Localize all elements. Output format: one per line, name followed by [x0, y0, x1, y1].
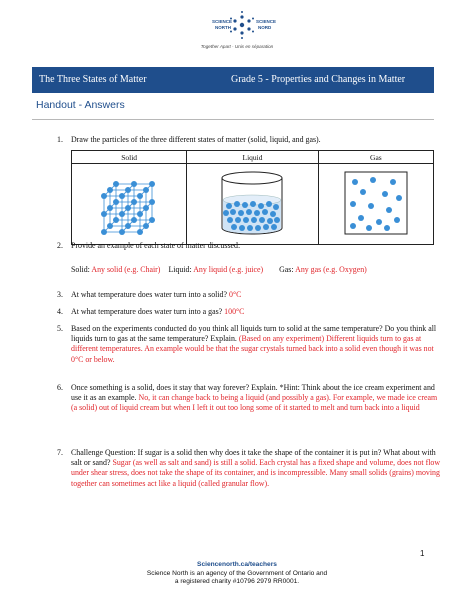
liquid-beaker-image: [212, 168, 292, 238]
question-number: 3.: [57, 290, 63, 299]
gas-drawing: [318, 164, 433, 245]
liquid-label: Liquid:: [168, 265, 192, 274]
answer-text: Sugar (as well as salt and sand) is still a solid. Each crystal has a fixed shape and volume, does not flow under shear stress, does not take the shape of its container, and is incompressible. Many small solids (grains) moving together can sometimes act like a liquid (called granular flow).: [71, 458, 441, 488]
states-table: [71, 150, 434, 245]
question-2-answers: [71, 265, 451, 275]
header-gas: Gas: [318, 151, 433, 164]
solid-drawing: [72, 164, 187, 245]
question-number: 7.: [57, 448, 63, 457]
question-text: At what temperature does water turn into a gas?: [71, 307, 223, 316]
solid-answer: Any solid (e.g. Chair): [91, 265, 161, 274]
question-text: Based on the experiments conducted do you think all liquids turn to solid at the same temperature? Do you think all liquids turn to gas at the same temperature? Explain.: [71, 324, 437, 344]
footer-line-2: a registered charity #10796 2979 RR0001.: [174, 578, 300, 586]
footer: [0, 561, 474, 587]
gas-box-image: [341, 168, 411, 238]
logo-tagline: Together Apart · Unis en séparation: [200, 44, 274, 49]
question-number: 1.: [57, 135, 63, 144]
question-number: 2.: [57, 241, 63, 250]
footer-line-1: Science North is an agency of the Government of Ontario and: [146, 569, 328, 577]
answer-text: 100°C: [224, 307, 245, 316]
hint-text: *Hint: Think about the ice cream experiment and use it as an example.: [71, 383, 435, 403]
snowflake-icon: [197, 8, 287, 44]
question-number: 5.: [57, 324, 63, 333]
liquid-drawing: [187, 164, 318, 245]
solid-lattice-image: [94, 168, 164, 238]
question-text: Provide an example of each state of matter discussed:: [71, 241, 241, 250]
answer-text: 0°C: [229, 290, 242, 299]
answer-text: No, it can change back to being a liquid (and possibly a gas). For example, we made ice cream (a solid) out of liquid cream but when I left it out too long some of it started to melt and turn back into a liquid: [71, 393, 438, 413]
question-text: Once something is a solid, does it stay that way forever? Explain.: [71, 383, 278, 392]
answer-text: (Based on any experiment) Different liquids turn to gas at different temperatures. An example would be that the sugar crystals turned back into a solid even though it was not 0°C or below.: [71, 334, 434, 364]
title-banner: [32, 67, 434, 93]
svg-text:NORTH: NORTH: [215, 25, 231, 30]
question-number: 4.: [57, 307, 63, 316]
handout-title: Handout - Answers: [36, 99, 125, 111]
svg-text:SCIENCE: SCIENCE: [256, 19, 277, 24]
footer-link[interactable]: Sciencenorth.ca/teachers: [197, 561, 277, 568]
header-solid: Solid: [72, 151, 187, 164]
page-number: 1: [420, 549, 425, 558]
svg-text:SCIENCE: SCIENCE: [212, 19, 233, 24]
question-number: 6.: [57, 383, 63, 392]
banner-title: The Three States of Matter: [39, 74, 147, 85]
header-liquid: Liquid: [187, 151, 318, 164]
liquid-answer: Any liquid (e.g. juice): [193, 265, 264, 274]
question-text: At what temperature does water turn into a solid?: [71, 290, 228, 299]
svg-text:NORD: NORD: [258, 25, 272, 30]
question-text: Draw the particles of the three different states of matter (solid, liquid, and gas).: [71, 135, 321, 144]
question-text: Challenge Question: If sugar is a solid then why does it take the shape of the container it is put in? What about with salt or sand?: [71, 448, 436, 468]
gas-label: Gas:: [279, 265, 294, 274]
divider: [32, 119, 434, 120]
banner-subtitle: Grade 5 - Properties and Changes in Matter: [231, 74, 406, 85]
gas-answer: Any gas (e.g. Oxygen): [295, 265, 367, 274]
solid-label: Solid:: [71, 265, 90, 274]
